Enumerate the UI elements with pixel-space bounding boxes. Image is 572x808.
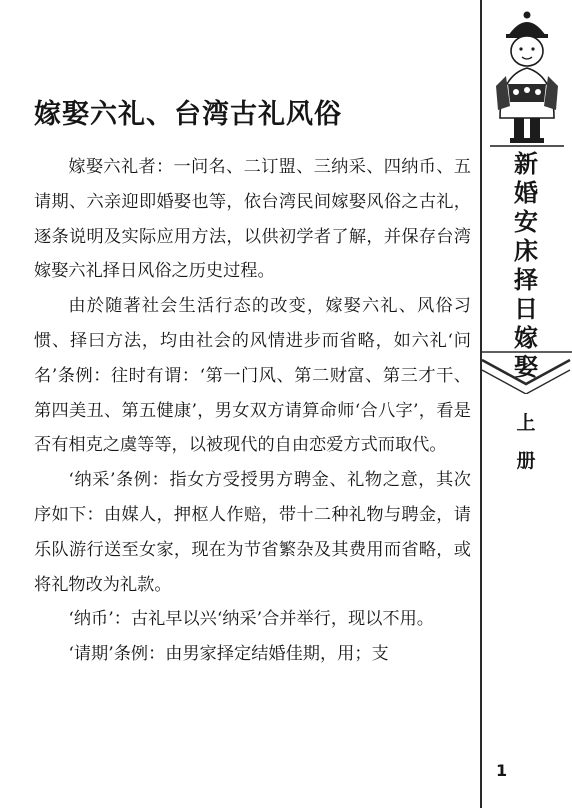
body-text: [34, 150, 471, 672]
paragraph-3: ‘纳采’条例：指女方受授男方聘金、礼物之意，其次序如下：由媒人，押枢人作赔，带十二种礼物与聘金，请乐队游行送至女家，现在为节省繁杂及其费用而省略，或将礼物改为礼款。: [34, 470, 471, 595]
chevron-down-icon: [480, 350, 572, 394]
paragraph-4: ‘纳币’：古礼早以兴‘纳采’合并举行，现以不用。: [68, 609, 434, 630]
sidebar-divider-line: [480, 0, 482, 808]
paragraph-2: 由於随著社会生活行态的改变，嫁娶六礼、风俗习惯、择曰方法，均由社会的风情进步而省略，如六礼‘问名’条例：往时有谓：‘第一门风、第二财富、第三才干、第四美丑、第五健康’，男女双方请算命师‘合八字’，看是否有相克之虞等等，以被现代的自由恋爱方式而取代。: [34, 296, 471, 456]
paragraph-1: 嫁娶六礼者：一问名、二订盟、三纳采、四纳币、五请期、六亲迎即婚娶也等，依台湾民间嫁娶风俗之古礼，逐条说明及实际应用方法，以供初学者了解，并保存台湾嫁娶六礼择日风俗之历史过程。: [34, 157, 471, 282]
chapter-title: 嫁娶六礼、台湾古礼风俗: [34, 99, 342, 130]
book-title-vertical: 新 婚 安 床 择 日 嫁 娶: [514, 150, 538, 381]
volume-label: 上 册: [516, 412, 536, 472]
paragraph-5: ‘请期’条例：由男家择定结婚佳期，用；支: [68, 644, 389, 665]
child-figure-icon: [486, 6, 568, 148]
page-number: 1: [496, 761, 508, 780]
